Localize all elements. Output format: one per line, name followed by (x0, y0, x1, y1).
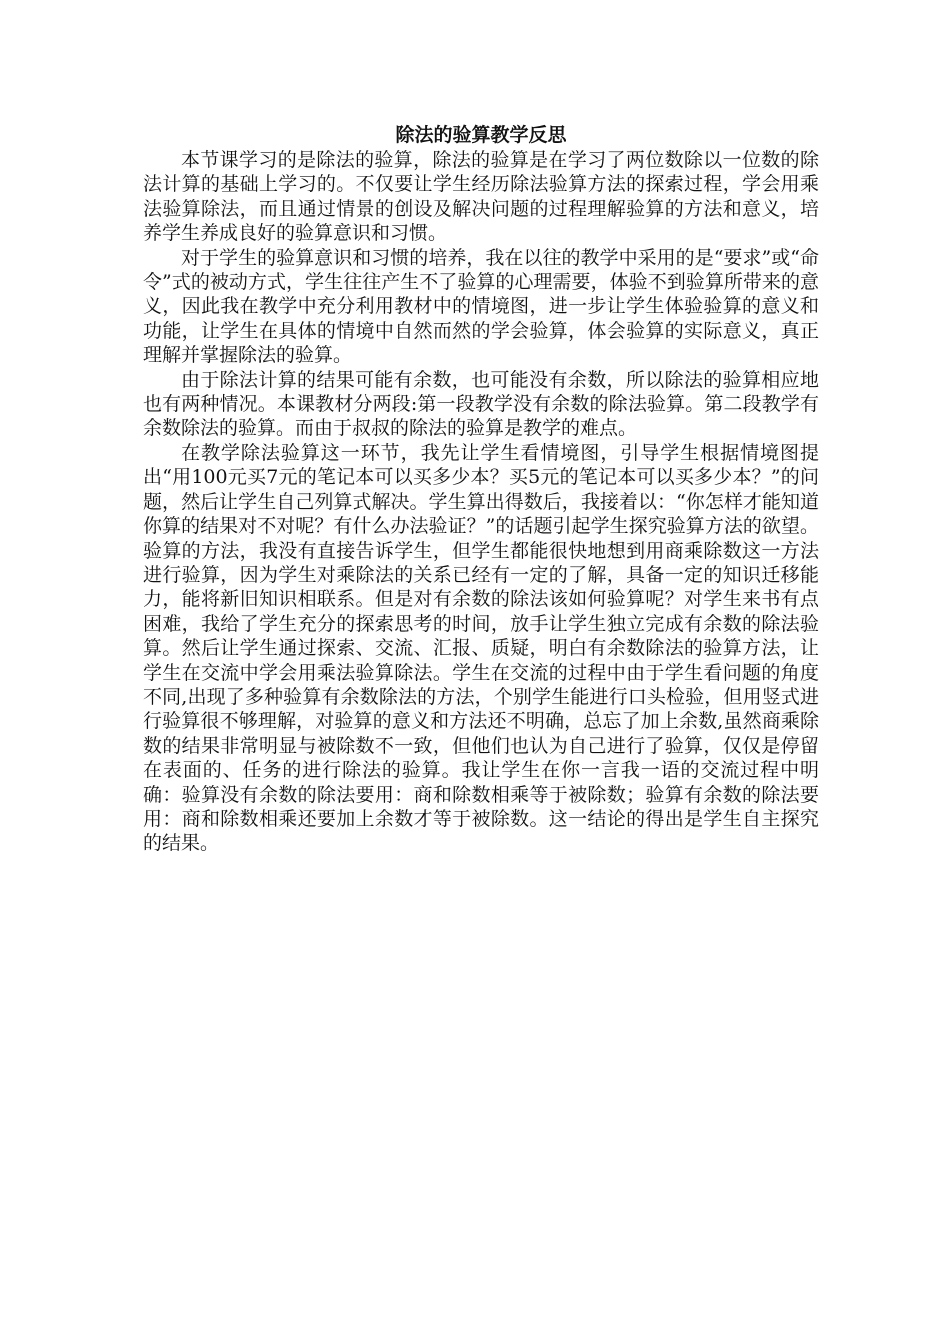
paragraph-1: 本节课学习的是除法的验算，除法的验算是在学习了两位数除以一位数的除法计算的基础上学习的。不仅要让学生经历除法验算方法的探索过程，学会用乘法验算除法，而且通过情景的创设及解决问题的过程理解验算的方法和意义，培养学生养成良好的验算意识和习惯。 (143, 149, 819, 245)
document-title: 除法的验算教学反思 (395, 124, 567, 146)
paragraph-4: 在教学除法验算这一环节，我先让学生看情境图，引导学生根据情境图提出“用100元买7元的笔记本可以买多少本？买5元的笔记本可以买多少本？”的问题，然后让学生自己列算式解决。学生算出得数后，我接着以：“你怎样才能知道你算的结果对不对呢？有什么办法验证？”的话题引起学生探究验算方法的欲望。验算的方法，我没有直接告诉学生，但学生都能很快地想到用商乘除数这一方法进行验算，因为学生对乘除法的关系已经有一定的了解，具备一定的知识迁移能力，能将新旧知识相联系。但是对有余数的除法该如何验算呢？对学生来书有点困难，我给了学生充分的探索思考的时间，放手让学生独立完成有余数的除法验算。然后让学生通过探索、交流、汇报、质疑，明白有余数除法的验算方法，让学生在交流中学会用乘法验算除法。学生在交流的过程中由于学生看问题的角度不同,出现了多种验算有余数除法的方法，个别学生能进行口头检验，但用竖式进行验算很不够理解，对验算的意义和方法还不明确，总忘了加上余数,虽然商乘除数的结果非常明显与被除数不一致，但他们也认为自己进行了验算，仅仅是停留在表面的、任务的进行除法的验算。我让学生在你一言我一语的交流过程中明确：验算没有余数的除法要用：商和除数相乘等于被除数；验算有余数的除法要用：商和除数相乘还要加上余数才等于被除数。这一结论的得出是学生自主探究的结果。 (143, 441, 819, 855)
paragraph-3: 由于除法计算的结果可能有余数，也可能没有余数，所以除法的验算相应地也有两种情况。本课教材分两段:第一段教学没有余数的除法验算。第二段教学有余数除法的验算。而由于叔叔的除法的验算是教学的难点。 (143, 368, 819, 440)
paragraph-2: 对于学生的验算意识和习惯的培养，我在以往的教学中采用的是“要求”或“命令”式的被动方式，学生往往产生不了验算的心理需要，体验不到验算所带来的意义，因此我在教学中充分利用教材中的情境图，进一步让学生体验验算的意义和功能，让学生在具体的情境中自然而然的学会验算，体会验算的实际意义，真正理解并掌握除法的验算。 (143, 246, 819, 367)
document-body (143, 122, 819, 856)
